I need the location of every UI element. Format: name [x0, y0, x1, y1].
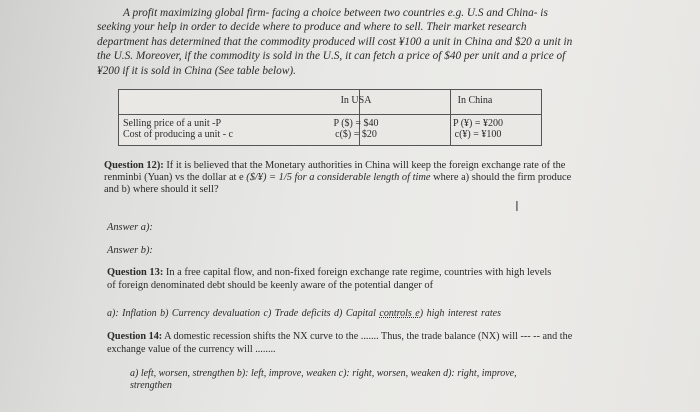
table-divider [119, 114, 541, 115]
question-12-rate: ($/¥) = 1/5 for a considerable length of time [246, 172, 431, 183]
question-13-options-end: high interest rates [423, 308, 501, 319]
question-13-options-underlined: controls e) [379, 308, 424, 319]
question-14-text: A domestic recession shifts the NX curve to the ....... Thus, the trade balance (NX) will --- -- and the exchange value of the currency will ........ [107, 331, 573, 355]
answer-a-label: Answer a): [107, 222, 153, 233]
header-china: In China [457, 95, 493, 106]
question-14 [107, 331, 577, 356]
question-13 [107, 267, 557, 292]
price-cost-table [118, 89, 542, 146]
question-13-label: Question 13: [107, 267, 164, 278]
question-12-text-end: where a) should the firm produce and b) where should it sell? [104, 172, 572, 195]
question-13-text: In a free capital flow, and non-fixed foreign exchange rate regime, countries with high levels of foreign denominated debt should be keenly aware of the potential danger of [107, 267, 552, 291]
question-14-label: Question 14: [107, 331, 163, 342]
answer-b-label: Answer b): [107, 245, 153, 256]
china-cost: c(¥) = ¥100 [454, 129, 502, 140]
usa-cost: c($) = $20 [335, 129, 377, 140]
china-price: P (¥) = ¥200 [453, 118, 503, 129]
question-14-options: a) left, worsen, strengthen b): left, improve, weaken c): right, worsen, weaken d): right, improve, strengthen [130, 368, 517, 391]
intro-paragraph: A profit maximizing global firm- facing a choice between two countries e.g. U.S and China- is seeking your help in order to decide where to produce and where to sell. Their market research department has determined that the commodity produced will cost ¥100 a unit in China and $20 a unit in the U.S. Moreover, if the commodity is sold in the U.S, it can fetch a price of $40 per unit and a price of ¥200 if it is sold in China (See table below). [97, 7, 573, 77]
row-label-cost: Cost of producing a unit - c [123, 129, 233, 140]
question-12-text: If it is believed that the Monetary authorities in China will keep the foreign exchange rate of the renminbi (Yuan) vs the dollar at e [104, 160, 566, 183]
question-12 [104, 160, 574, 196]
text-cursor-icon: I [515, 200, 519, 215]
usa-price: P ($) = $40 [333, 118, 379, 129]
question-13-options-text: a): Inflation b) Currency devaluation c) Trade deficits d) Capital [107, 308, 380, 319]
header-usa: In USA [340, 95, 372, 106]
question-12-label: Question 12): [104, 160, 164, 171]
question-13-options [107, 308, 567, 319]
row-label-price: Selling price of a unit -P [123, 118, 222, 129]
